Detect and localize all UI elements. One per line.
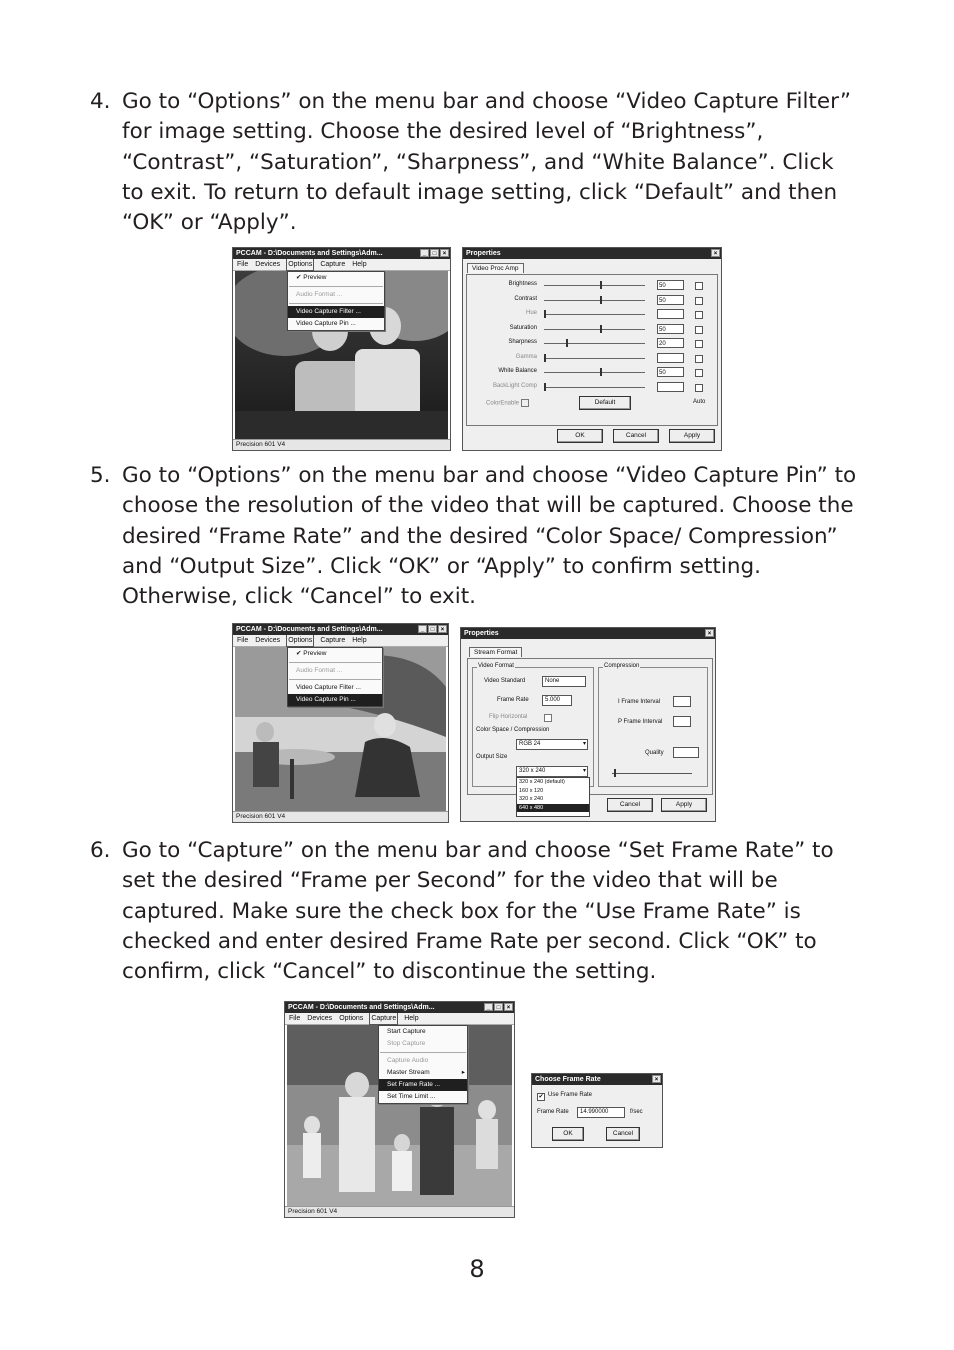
slider-thumb[interactable] xyxy=(566,339,568,347)
menu-separator xyxy=(289,662,381,663)
slider-track[interactable] xyxy=(544,372,645,373)
close-icon[interactable]: × xyxy=(440,249,449,257)
menu-item-set-time-limit[interactable]: Set Time Limit ... xyxy=(387,1093,436,1100)
screenshot-capture-menu xyxy=(284,1001,515,1218)
slider-value-field[interactable]: 20 xyxy=(657,338,684,348)
slider-track[interactable] xyxy=(544,329,645,330)
window-title: PCCAM - D:\Documents and Settings\Adm... xyxy=(236,626,383,633)
window-title: PCCAM - D:\Documents and Settings\Adm... xyxy=(288,1004,435,1011)
default-button[interactable]: Default xyxy=(579,396,631,410)
step-number: 5. xyxy=(90,463,111,488)
properties-dialog-proc-amp xyxy=(462,247,722,451)
page-number: 8 xyxy=(469,1255,485,1283)
quality-label: Quality xyxy=(645,750,664,756)
frame-rate-field[interactable]: 5.000 xyxy=(542,695,572,706)
minimize-icon[interactable]: _ xyxy=(418,625,427,633)
auto-checkbox[interactable] xyxy=(695,340,703,348)
quality-slider[interactable] xyxy=(612,773,692,774)
frame-rate-unit: f/sec xyxy=(630,1109,643,1115)
dialog-title: Properties xyxy=(464,630,499,637)
close-icon[interactable]: × xyxy=(652,1075,661,1083)
color-enable-checkbox[interactable] xyxy=(521,399,529,407)
menu-item-video-capture-pin[interactable]: Video Capture Pin ... xyxy=(288,694,382,706)
menu-separator xyxy=(289,303,383,304)
use-frame-rate-label: Use Frame Rate xyxy=(548,1092,593,1098)
slider-value-field[interactable]: 50 xyxy=(657,367,684,377)
auto-checkbox[interactable] xyxy=(695,384,703,392)
video-format-label: Video Format xyxy=(478,663,514,669)
menu-item-master-stream[interactable]: Master Stream ▸ xyxy=(387,1069,465,1076)
output-size-select[interactable]: 320 x 240 ▾ xyxy=(516,766,588,777)
menu-file[interactable]: File xyxy=(237,261,249,268)
screenshot-options-pin xyxy=(232,623,449,823)
frame-rate-label: Frame Rate xyxy=(497,697,529,703)
menu-options[interactable]: Options xyxy=(288,261,313,268)
slider-label: BackLight Comp xyxy=(492,382,537,389)
auto-checkbox[interactable] xyxy=(695,311,703,319)
step-number: 4. xyxy=(90,89,111,114)
check-icon: ✔ xyxy=(296,274,302,281)
maximize-icon[interactable]: □ xyxy=(494,1003,503,1011)
step-text: Go to “Capture” on the menu bar and choose “Set Frame Rate” to set the desired “Frame per Second” for the video that will be captured. Make sure the check box for the “Use Frame Rate” is checked and enter desired Frame Rate per second. Click “OK” to confirm, click “Cancel” to discontinue the setting. xyxy=(122,838,834,985)
dialog-titlebar xyxy=(532,1074,662,1085)
dialog-title: Properties xyxy=(466,250,501,257)
use-frame-rate-checkbox[interactable]: ✔ xyxy=(538,1094,544,1100)
submenu-arrow-icon: ▸ xyxy=(461,1069,465,1076)
menu-item-audio-format[interactable]: Audio Format ... xyxy=(296,667,343,674)
step-number: 6. xyxy=(90,838,111,863)
maximize-icon[interactable]: □ xyxy=(430,249,439,257)
tab-video-proc-amp[interactable]: Video Proc Amp xyxy=(467,263,524,273)
window-titlebar xyxy=(233,248,450,259)
auto-checkbox[interactable] xyxy=(695,282,703,290)
status-bar: Precision 601 V4 xyxy=(233,811,448,822)
quality-field[interactable] xyxy=(673,747,699,758)
choose-frame-rate-dialog xyxy=(531,1073,663,1148)
output-size-option[interactable]: 320 x 240 (default) xyxy=(519,779,565,785)
slider-label: Brightness xyxy=(508,281,537,287)
screenshot-options-filter xyxy=(232,247,451,451)
flip-horizontal-checkbox[interactable] xyxy=(544,714,552,722)
menu-item-video-capture-filter[interactable]: Video Capture Filter ... xyxy=(296,684,361,691)
slider-value-field[interactable]: 50 xyxy=(657,295,684,305)
minimize-icon[interactable]: _ xyxy=(484,1003,493,1011)
slider-row xyxy=(467,337,717,351)
menu-item-preview[interactable]: ✔ Preview xyxy=(296,650,327,657)
slider-label: Saturation xyxy=(509,324,537,331)
close-icon[interactable]: × xyxy=(438,625,447,633)
slider-label: Gamma xyxy=(515,353,537,360)
slider-label: Hue xyxy=(525,310,537,316)
slider-thumb[interactable] xyxy=(600,325,602,333)
auto-checkbox[interactable] xyxy=(695,355,703,363)
check-icon: ✔ xyxy=(296,650,302,657)
slider-thumb[interactable] xyxy=(544,310,546,318)
menu-devices[interactable]: Devices xyxy=(307,1015,333,1022)
slider-track[interactable] xyxy=(544,285,645,286)
slider-thumb[interactable] xyxy=(544,354,546,362)
step-4 xyxy=(90,87,860,238)
menu-capture[interactable]: Capture xyxy=(320,637,346,644)
menu-bar xyxy=(285,1013,514,1025)
cancel-button[interactable]: Cancel xyxy=(613,429,659,443)
step-text: Go to “Options” on the menu bar and choose “Video Capture Pin” to choose the resolution of the video that will be captured. Choose the desired “Frame Rate” and the desired “Color Space/ Compression” and “Output Size”. Click “OK” or “Apply” to confirm setting. Otherwise, click “Cancel” to exit. xyxy=(122,463,857,610)
slider-row xyxy=(467,308,717,322)
slider-label: White Balance xyxy=(498,368,537,374)
menu-item-capture-audio[interactable]: Capture Audio xyxy=(387,1057,429,1064)
menu-bar xyxy=(233,635,448,647)
auto-checkbox[interactable] xyxy=(695,326,703,334)
slider-row xyxy=(467,294,717,308)
window-title: PCCAM - D:\Documents and Settings\Adm... xyxy=(236,250,383,257)
options-dropdown xyxy=(287,647,383,707)
slider-value-field[interactable] xyxy=(657,309,684,319)
i-frame-field[interactable] xyxy=(673,696,691,707)
status-bar: Precision 601 V4 xyxy=(285,1206,514,1217)
color-space-label: Color Space / Compression xyxy=(476,727,550,733)
slider-track[interactable] xyxy=(544,343,645,344)
step-5 xyxy=(90,461,860,612)
menu-item-stop-capture[interactable]: Stop Capture xyxy=(387,1040,426,1047)
slider-track[interactable] xyxy=(544,300,645,301)
window-titlebar xyxy=(285,1002,514,1013)
flip-horizontal-label: Flip Horizontal xyxy=(489,714,528,720)
auto-checkbox[interactable] xyxy=(695,369,703,377)
menu-options[interactable]: Options xyxy=(339,1015,364,1022)
menu-bar xyxy=(233,259,450,271)
dialog-titlebar xyxy=(463,248,721,259)
status-bar: Precision 601 V4 xyxy=(233,439,450,450)
cancel-button[interactable]: Cancel xyxy=(607,798,653,812)
color-enable-label: ColorEnable xyxy=(486,399,529,407)
menu-help[interactable]: Help xyxy=(352,637,367,644)
slider-track[interactable] xyxy=(544,358,645,359)
slider-track[interactable] xyxy=(544,387,645,388)
apply-button[interactable]: Apply xyxy=(661,798,707,812)
close-icon[interactable]: × xyxy=(705,629,714,637)
menu-item-start-capture[interactable]: Start Capture xyxy=(387,1028,426,1035)
slider-row xyxy=(467,381,717,395)
slider-thumb[interactable] xyxy=(600,296,602,304)
slider-thumb[interactable] xyxy=(600,281,602,289)
menu-item-video-capture-pin[interactable]: Video Capture Pin ... xyxy=(296,320,356,327)
menu-capture[interactable]: Capture xyxy=(371,1015,397,1022)
slider-row xyxy=(467,323,717,337)
menu-separator xyxy=(289,286,383,287)
color-space-select[interactable]: RGB 24 ▾ xyxy=(516,739,588,750)
output-size-option[interactable]: 320 x 240 xyxy=(519,796,544,802)
slider-value-field[interactable] xyxy=(657,382,684,392)
output-size-list xyxy=(516,777,590,817)
compression-label: Compression xyxy=(604,663,640,669)
video-standard-label: Video Standard xyxy=(484,678,526,684)
slider-row xyxy=(467,366,717,380)
menu-item-set-frame-rate[interactable]: Set Frame Rate ... xyxy=(379,1079,467,1091)
menu-help[interactable]: Help xyxy=(404,1015,419,1022)
menu-separator xyxy=(289,679,381,680)
slider-row xyxy=(467,279,717,293)
i-frame-label: I Frame Interval xyxy=(618,699,661,705)
frame-rate-field[interactable]: 14.990000 xyxy=(577,1107,625,1118)
video-standard-select[interactable]: None xyxy=(542,676,586,687)
menu-options[interactable]: Options xyxy=(288,637,313,644)
output-size-label: Output Size xyxy=(476,754,508,760)
quality-slider-thumb[interactable] xyxy=(614,769,616,777)
ok-button[interactable]: OK xyxy=(552,1127,584,1141)
cancel-button[interactable]: Cancel xyxy=(606,1127,640,1141)
menu-devices[interactable]: Devices xyxy=(255,637,281,644)
auto-label: Auto xyxy=(693,399,706,405)
menu-file[interactable]: File xyxy=(237,637,249,644)
chevron-down-icon: ▾ xyxy=(582,768,586,774)
slider-row xyxy=(467,352,717,366)
output-size-option[interactable]: 640 x 480 xyxy=(517,804,589,813)
p-frame-label: P Frame Interval xyxy=(618,719,663,725)
close-icon[interactable]: × xyxy=(504,1003,513,1011)
menu-capture[interactable]: Capture xyxy=(320,261,346,268)
close-icon[interactable]: × xyxy=(711,249,720,257)
menu-item-video-capture-filter[interactable]: Video Capture Filter ... xyxy=(288,306,384,318)
dialog-title: Choose Frame Rate xyxy=(535,1076,601,1083)
frame-rate-label: Frame Rate xyxy=(537,1109,569,1115)
apply-button[interactable]: Apply xyxy=(669,429,715,443)
slider-label: Contrast xyxy=(514,295,537,302)
output-size-option[interactable]: 160 x 120 xyxy=(519,787,544,794)
options-dropdown xyxy=(287,271,385,331)
window-titlebar xyxy=(233,624,448,635)
menu-item-audio-format[interactable]: Audio Format ... xyxy=(296,291,343,298)
tab-stream-format[interactable]: Stream Format xyxy=(469,647,522,657)
minimize-icon[interactable]: _ xyxy=(420,249,429,257)
p-frame-field[interactable] xyxy=(673,716,691,727)
menu-item-preview[interactable]: ✔ Preview xyxy=(296,274,327,281)
capture-dropdown xyxy=(378,1025,468,1104)
slider-value-field[interactable] xyxy=(657,353,684,363)
step-text: Go to “Options” on the menu bar and choose “Video Capture Filter” for image setting. Choose the desired level of “Brightness”, “Contrast”, “Saturation”, “Sharpness”, and “White Balance”. Click to exit. To return to default image setting, click “Default” and then “OK” or “Apply”. xyxy=(122,89,851,236)
step-6 xyxy=(90,836,860,987)
slider-value-field[interactable]: 50 xyxy=(657,280,684,290)
slider-label: Sharpness xyxy=(508,339,537,345)
ok-button[interactable]: OK xyxy=(557,429,603,443)
slider-track[interactable] xyxy=(544,314,645,315)
tab-panel xyxy=(466,274,718,426)
menu-devices[interactable]: Devices xyxy=(255,261,281,268)
properties-dialog-stream-format xyxy=(460,627,716,822)
menu-separator xyxy=(380,1052,466,1053)
auto-checkbox[interactable] xyxy=(695,297,703,305)
chevron-down-icon: ▾ xyxy=(582,741,586,747)
slider-thumb[interactable] xyxy=(600,368,602,376)
slider-thumb[interactable] xyxy=(544,383,546,391)
menu-help[interactable]: Help xyxy=(352,261,367,268)
menu-file[interactable]: File xyxy=(289,1015,301,1022)
slider-value-field[interactable]: 50 xyxy=(657,324,684,334)
dialog-titlebar xyxy=(461,628,715,639)
maximize-icon[interactable]: □ xyxy=(428,625,437,633)
